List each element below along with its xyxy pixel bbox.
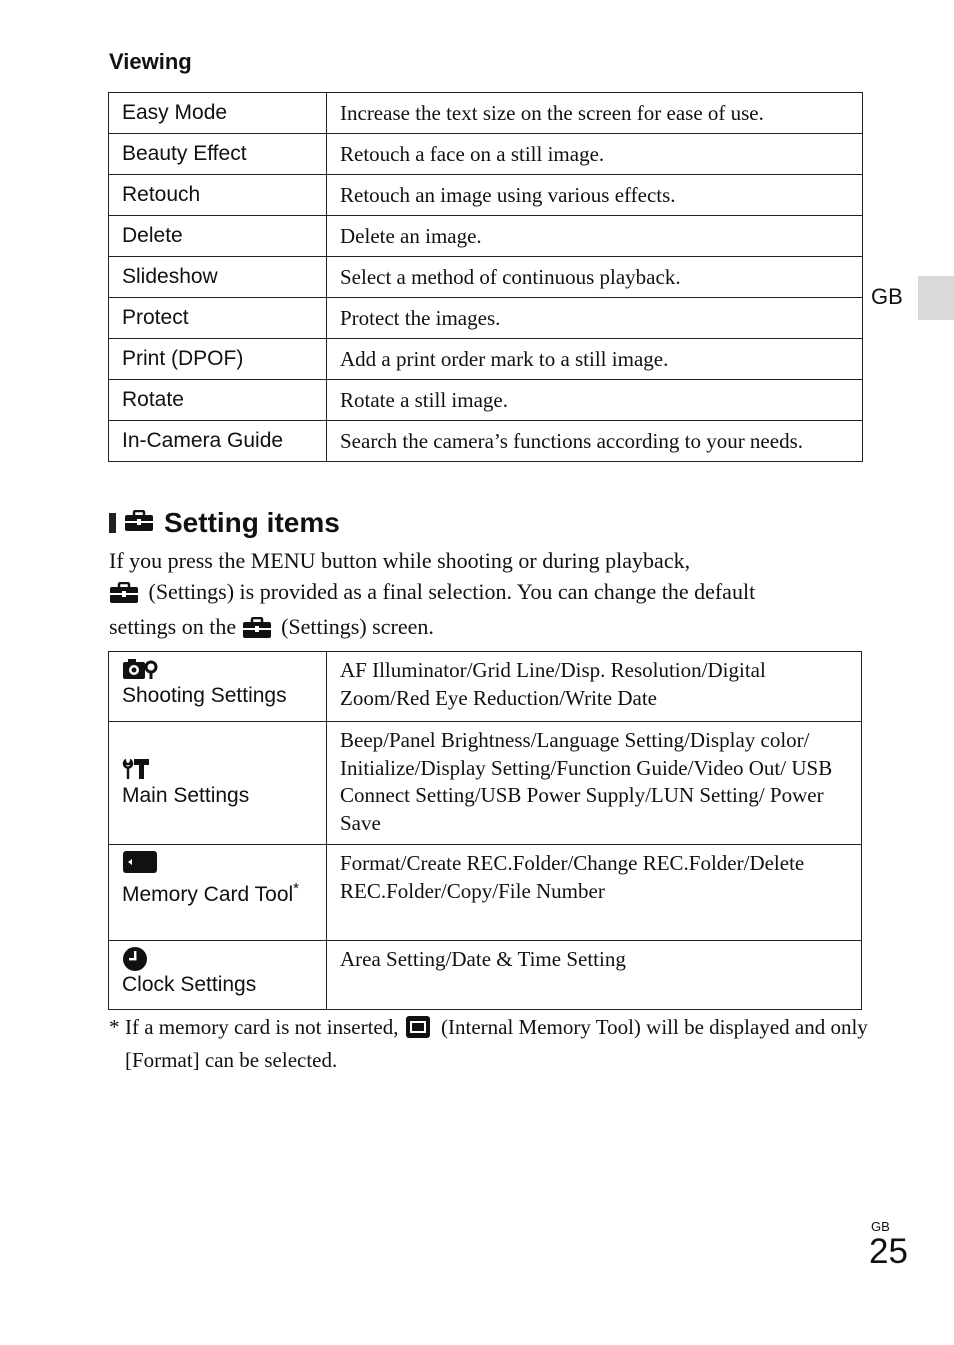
footnote-asterisk: * (109, 1015, 120, 1039)
viewing-heading: Viewing (109, 49, 192, 74)
toolbox-icon (109, 582, 139, 613)
settings-row (109, 652, 862, 722)
viewing-item-desc: Add a print order mark to a still image. (327, 339, 863, 380)
viewing-item-desc: Increase the text size on the screen for ease of use. (327, 93, 863, 134)
setting-items-intro (109, 546, 869, 648)
settings-desc: AF Illuminator/Grid Line/Disp. Resolution/Digital Zoom/Red Eye Reduction/Write Date (327, 652, 862, 722)
intro-line-3b: (Settings) screen. (281, 614, 434, 639)
viewing-item-name: Print (DPOF) (109, 339, 327, 380)
viewing-row (109, 298, 863, 339)
viewing-item-name: Rotate (109, 380, 327, 421)
intro-line-3a: settings on the (109, 614, 237, 639)
setting-items-title (109, 507, 340, 539)
viewing-item-desc: Delete an image. (327, 216, 863, 257)
viewing-row (109, 380, 863, 421)
intro-line-1: If you press the MENU button while shooting or during playback, (109, 548, 691, 573)
settings-row (109, 722, 862, 845)
language-side-tab (918, 276, 954, 320)
settings-table (108, 651, 862, 1010)
viewing-item-desc: Rotate a still image. (327, 380, 863, 421)
settings-name-cell (109, 941, 327, 1010)
footnote-marker: * (293, 880, 300, 897)
toolbox-icon (124, 507, 154, 539)
viewing-item-name: Retouch (109, 175, 327, 216)
viewing-row (109, 257, 863, 298)
footnote-text-b: (Internal Memory Tool) will be displayed and only [Format] can be selected. (125, 1015, 868, 1072)
viewing-item-desc: Protect the images. (327, 298, 863, 339)
toolbox-icon (242, 617, 272, 648)
settings-row (109, 941, 862, 1010)
settings-name: Main Settings (122, 784, 250, 807)
viewing-row (109, 339, 863, 380)
settings-name-cell (109, 845, 327, 941)
settings-name-cell (109, 652, 327, 722)
viewing-row (109, 134, 863, 175)
viewing-item-desc: Retouch an image using various effects. (327, 175, 863, 216)
footnote (109, 1013, 869, 1074)
wrench-icon (122, 757, 326, 783)
intro-line-2: (Settings) is provided as a final selection. You can change the default (148, 578, 756, 604)
viewing-row (109, 93, 863, 134)
page-language-label: GB (871, 1219, 890, 1234)
viewing-row (109, 175, 863, 216)
page-number: 25 (869, 1232, 908, 1271)
viewing-item-name: Beauty Effect (109, 134, 327, 175)
viewing-item-name: Slideshow (109, 257, 327, 298)
settings-desc: Area Setting/Date & Time Setting (327, 941, 862, 1010)
settings-name: Clock Settings (122, 973, 257, 996)
internal-memory-icon (404, 1015, 432, 1046)
settings-desc: Beep/Panel Brightness/Language Setting/Display color/ Initialize/Display Setting/Function Guide/Video Out/ USB Connect Setting/USB Power Supply/LUN Setting/ Power Save (327, 722, 862, 845)
viewing-item-name: In-Camera Guide (109, 421, 327, 462)
settings-name: Memory Card Tool (122, 883, 294, 906)
viewing-item-desc: Select a method of continuous playback. (327, 257, 863, 298)
viewing-row (109, 421, 863, 462)
settings-row (109, 845, 862, 941)
setting-items-title-text: Setting items (164, 507, 340, 538)
settings-name-cell (109, 722, 327, 845)
viewing-table (108, 92, 863, 462)
viewing-item-name: Delete (109, 216, 327, 257)
viewing-item-name: Easy Mode (109, 93, 327, 134)
language-side-label: GB (871, 284, 903, 309)
footnote-text-a: If a memory card is not inserted, (125, 1015, 399, 1039)
settings-desc: Format/Create REC.Folder/Change REC.Folder/Delete REC.Folder/Copy/File Number (327, 845, 862, 941)
viewing-item-desc: Search the camera’s functions according to your needs. (327, 421, 863, 462)
viewing-item-desc: Retouch a face on a still image. (327, 134, 863, 175)
clock-icon (122, 946, 326, 972)
heading-marker (109, 513, 116, 533)
memory-card-icon (122, 850, 326, 876)
camera-settings-icon (122, 657, 326, 683)
settings-name: Shooting Settings (122, 684, 287, 707)
viewing-row (109, 216, 863, 257)
viewing-item-name: Protect (109, 298, 327, 339)
